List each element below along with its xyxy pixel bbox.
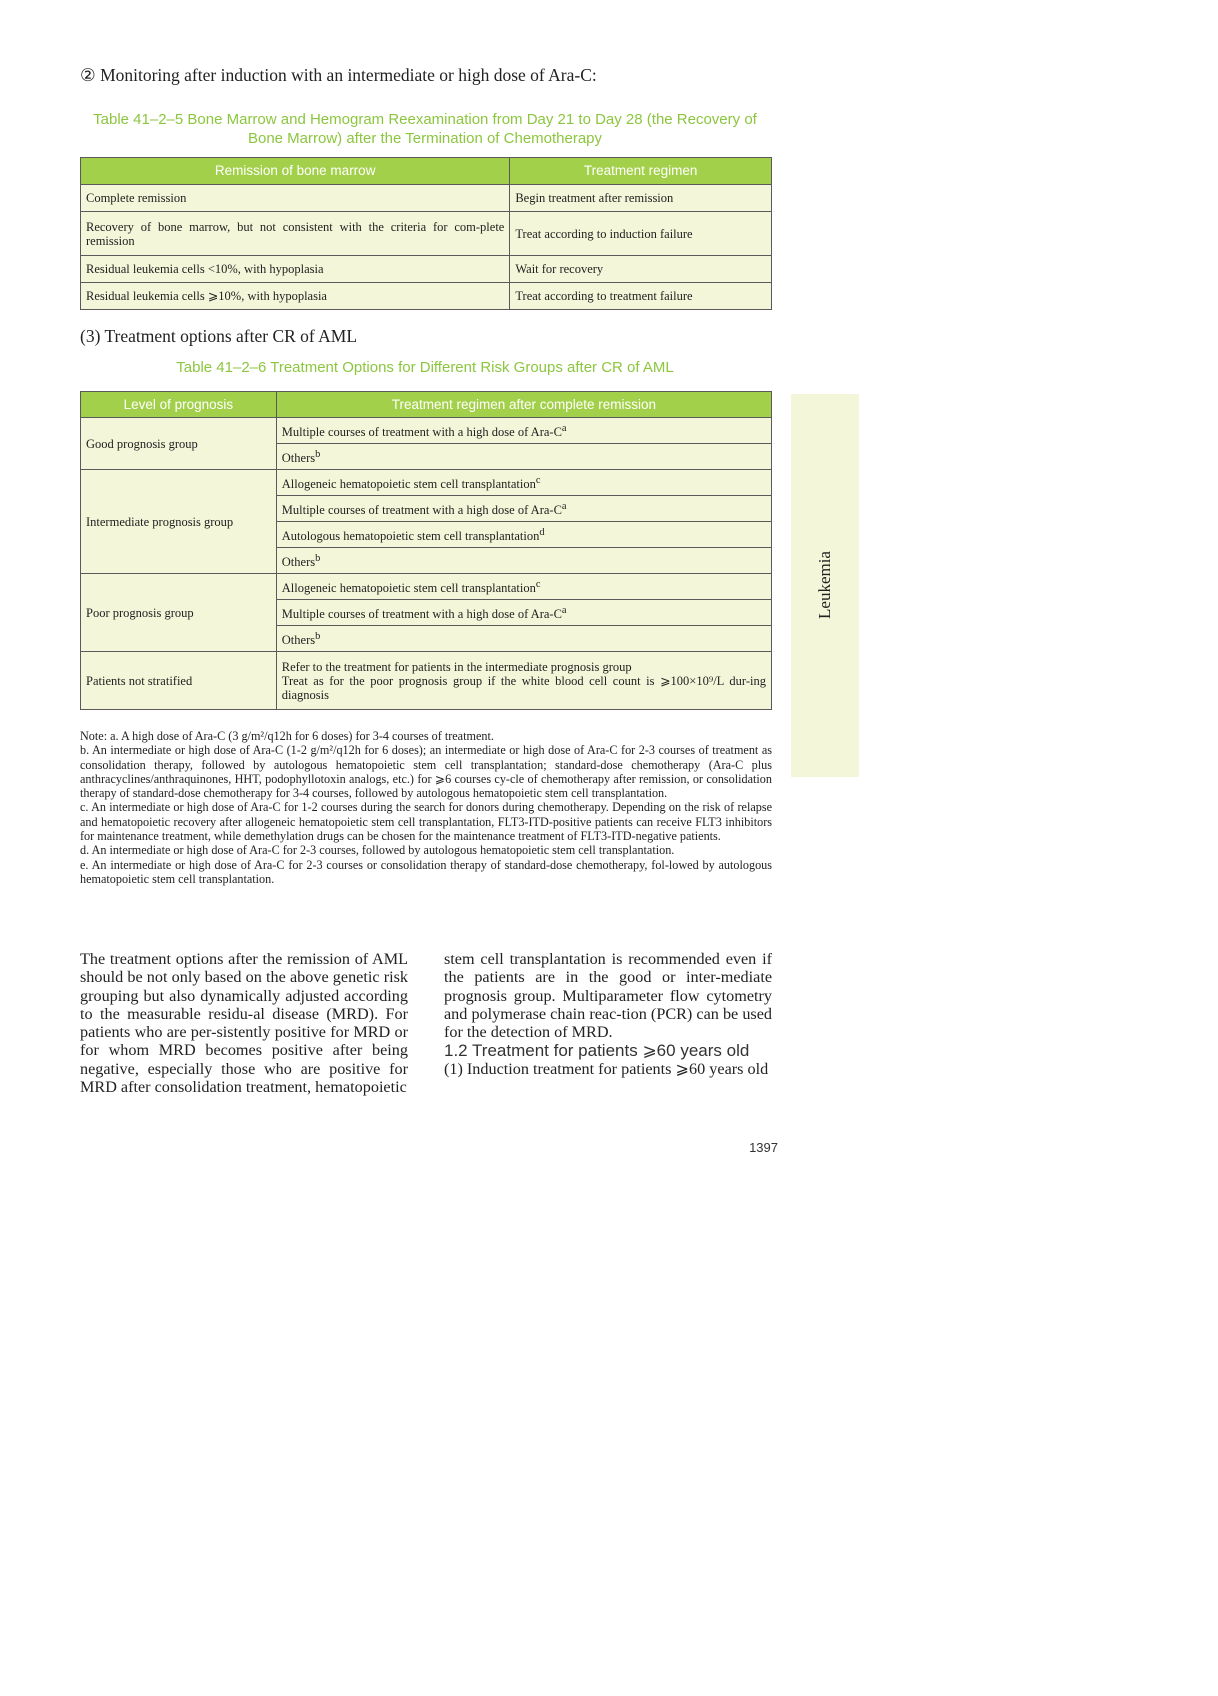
table-cell bbox=[276, 444, 771, 470]
regimen-text: Others bbox=[281, 451, 316, 466]
footnote-marker: b bbox=[315, 552, 321, 564]
table-row bbox=[81, 256, 772, 283]
footnote-marker: b bbox=[315, 448, 321, 460]
subsection-heading-induction: (1) Induction treatment for patients ⩾60 years old bbox=[444, 1060, 769, 1079]
table-header-cell: Treatment regimen bbox=[510, 158, 772, 185]
table-row bbox=[81, 283, 772, 310]
table-bone-marrow-reexamination bbox=[80, 157, 772, 310]
table-cell bbox=[276, 574, 771, 600]
table-cell: Residual leukemia cells ⩾10%, with hypoplasia bbox=[81, 283, 510, 310]
table-caption-line: Bone Marrow) after the Termination of Chemotherapy bbox=[247, 130, 603, 147]
footnote-marker: c bbox=[535, 578, 541, 590]
table-row bbox=[81, 574, 772, 600]
table-cell: Treat according to treatment failure bbox=[510, 283, 772, 310]
footnote-marker: a bbox=[561, 500, 567, 512]
table-row bbox=[81, 212, 772, 256]
footnote-marker: c bbox=[535, 474, 541, 486]
table-cell: Treat according to induction failure bbox=[510, 212, 772, 256]
footnote-marker: d bbox=[539, 526, 545, 538]
body-text-right-column: stem cell transplantation is recommended even if the patients are in the good or inter-mediate prognosis group. Multiparameter flow cytometry and polymerase chain reac-tion (PCR) can be used for the detection of MRD. bbox=[444, 950, 772, 1042]
table-header-cell: Level of prognosis bbox=[81, 392, 277, 418]
table-cell: Residual leukemia cells <10%, with hypoplasia bbox=[81, 256, 510, 283]
page-number: 1397 bbox=[749, 1140, 778, 1155]
section-heading-elderly: 1.2 Treatment for patients ⩾60 years old bbox=[444, 1041, 750, 1061]
table-cell: Begin treatment after remission bbox=[510, 185, 772, 212]
table-cell bbox=[276, 470, 771, 496]
footnote: b. An intermediate or high dose of Ara-C (1-2 g/m²/q12h for 6 doses); an intermediate or high dose of Ara-C for 2-3 courses of treatment as consolidation therapy, followed by autologous hematopoietic stem cell transplantation; standard-dose chemotherapy (Ara-C plus anthracyclines/anthraquinones, HHT, podophyllotoxin analogs, etc.) for ⩾6 courses cy-cle of chemotherapy after remission, or consolidation therapy of standard-dose chemotherapy for 3-4 courses, followed by autologous hematopoietic stem cell transplantation. bbox=[80, 743, 772, 801]
prognosis-level-cell: Intermediate prognosis group bbox=[81, 470, 277, 574]
regimen-text: Allogeneic hematopoietic stem cell transplantation bbox=[281, 477, 536, 492]
chapter-side-tab-label: Leukemia bbox=[815, 551, 834, 619]
regimen-text: Multiple courses of treatment with a high dose of Ara-C bbox=[281, 503, 562, 518]
prognosis-level-cell: Good prognosis group bbox=[81, 418, 277, 470]
table-row bbox=[81, 418, 772, 444]
prognosis-level-cell: Patients not stratified bbox=[81, 652, 277, 710]
footnote-marker: b bbox=[315, 630, 321, 642]
section-heading-treatment-options: (3) Treatment options after CR of AML bbox=[80, 326, 358, 346]
table-cell bbox=[276, 548, 771, 574]
table-caption-line: Table 41–2–5 Bone Marrow and Hemogram Reexamination from Day 21 to Day 28 (the Recovery of bbox=[93, 111, 757, 128]
table-header-cell: Remission of bone marrow bbox=[81, 158, 510, 185]
table-cell: Recovery of bone marrow, but not consistent with the criteria for com-plete remission bbox=[81, 212, 510, 256]
body-right-column bbox=[444, 950, 772, 1079]
table-row bbox=[81, 185, 772, 212]
section-heading-monitoring: ② Monitoring after induction with an intermediate or high dose of Ara-C: bbox=[80, 65, 597, 85]
regimen-text: Treat as for the poor prognosis group if the white blood cell count is ⩾100×10⁹/L dur-ing diagnosis bbox=[281, 673, 766, 702]
footnote: c. An intermediate or high dose of Ara-C for 1-2 courses during the search for donors during chemotherapy. Depending on the risk of relapse and hematopoietic recovery after allogeneic hematopoietic stem cell transplantation, FLT3-ITD-positive patients can receive FLT3 inhibitors for maintenance treatment, while demethylation drugs can be chosen for the maintenance treatment of FLT3-ITD-negative patients. bbox=[80, 800, 772, 844]
regimen-text: Autologous hematopoietic stem cell transplantation bbox=[281, 529, 540, 544]
footnote: d. An intermediate or high dose of Ara-C for 2-3 courses, followed by autologous hematopoietic stem cell transplantation. bbox=[80, 843, 675, 858]
table-cell bbox=[276, 652, 771, 710]
table-cell bbox=[276, 626, 771, 652]
prognosis-level-cell: Poor prognosis group bbox=[81, 574, 277, 652]
table-caption bbox=[80, 110, 770, 148]
regimen-text: Refer to the treatment for patients in the intermediate prognosis group bbox=[281, 659, 632, 674]
table-cell: Wait for recovery bbox=[510, 256, 772, 283]
table-cell bbox=[276, 600, 771, 626]
regimen-text: Multiple courses of treatment with a high dose of Ara-C bbox=[281, 425, 562, 440]
body-text-left-column: The treatment options after the remission of AML should be not only based on the above genetic risk grouping but also dynamically adjusted according to the measurable residu-al disease (MRD). For patients who are per-sistently positive for MRD or for whom MRD becomes positive after being negative, especially those who are positive for MRD after consolidation treatment, hematopoietic bbox=[80, 950, 408, 1097]
table-cell bbox=[276, 418, 771, 444]
table-cell: Complete remission bbox=[81, 185, 510, 212]
table-cell bbox=[276, 522, 771, 548]
chapter-side-tab bbox=[791, 394, 859, 777]
footnote: e. An intermediate or high dose of Ara-C for 2-3 courses or consolidation therapy of standard-dose chemotherapy, fol-lowed by autologous hematopoietic stem cell transplantation. bbox=[80, 857, 772, 886]
table-risk-group-options bbox=[80, 391, 772, 710]
footnote-marker: a bbox=[561, 604, 567, 616]
table-cell bbox=[276, 496, 771, 522]
footnote-marker: a bbox=[561, 422, 567, 434]
table-footnotes bbox=[80, 729, 772, 886]
regimen-text: Multiple courses of treatment with a high dose of Ara-C bbox=[281, 607, 562, 622]
table-row bbox=[81, 652, 772, 710]
table-header-cell: Treatment regimen after complete remission bbox=[276, 392, 771, 418]
table-caption: Table 41–2–6 Treatment Options for Different Risk Groups after CR of AML bbox=[176, 359, 674, 376]
regimen-text: Others bbox=[281, 555, 316, 570]
footnote: Note: a. A high dose of Ara-C (3 g/m²/q12h for 6 doses) for 3-4 courses of treatment. bbox=[80, 729, 494, 743]
regimen-text: Allogeneic hematopoietic stem cell transplantation bbox=[281, 581, 536, 596]
table-row bbox=[81, 470, 772, 496]
regimen-text: Others bbox=[281, 633, 316, 648]
